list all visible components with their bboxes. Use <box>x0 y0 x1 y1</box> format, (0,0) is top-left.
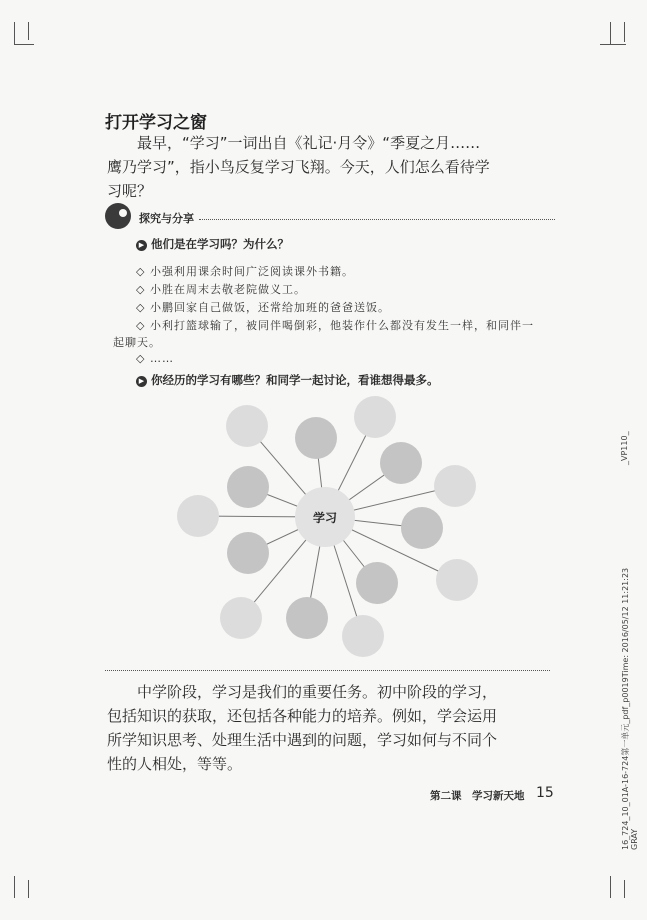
blank-node <box>434 465 476 507</box>
list-item: ◇ 小利打篮球输了，被同伴喝倒彩，他装作什么都没有发生一样，和同伴一 <box>136 319 534 332</box>
list-item-continued: 起聊天。 <box>113 336 161 349</box>
paragraph-line: 性的人相处，等等。 <box>107 755 243 773</box>
blank-node <box>226 405 268 447</box>
lesson-footer: 第二课 学习新天地 <box>430 790 525 802</box>
paragraph-line: 所学知识思考、处理生活中遇到的问题，学习如何与不同个 <box>107 731 498 749</box>
list-item: ◇ …… <box>136 352 174 365</box>
blank-node <box>177 495 219 537</box>
page-number: 15 <box>536 785 554 801</box>
blank-node <box>401 507 443 549</box>
blank-node <box>342 615 384 657</box>
blank-node <box>354 396 396 438</box>
explore-label: 探究与分享 <box>139 212 194 225</box>
blank-node <box>356 562 398 604</box>
blank-node <box>436 559 478 601</box>
print-mode: GRAY <box>630 828 639 850</box>
dotted-divider <box>105 670 550 671</box>
print-code: _VP110_ <box>620 431 629 465</box>
print-file-info: 16_724_10_01A-16-724第一单元_pdf_p0019Time: 2016/05/12 11:21:23 <box>621 567 630 850</box>
play-arrow-icon: ▶ <box>136 240 147 251</box>
paragraph-line: 习呢？ <box>107 182 153 200</box>
blank-node <box>227 466 269 508</box>
play-arrow-icon: ▶ <box>136 376 147 387</box>
paragraph-line: 包括知识的获取，还包括各种能力的培养。例如，学会运用 <box>107 707 498 725</box>
section-title: 打开学习之窗 <box>105 113 207 133</box>
center-node-label: 学习 <box>312 511 338 525</box>
closing-paragraph <box>107 680 497 776</box>
list-item: ◇ 小胜在周末去敬老院做义工。 <box>136 283 306 296</box>
blank-node <box>227 532 269 574</box>
blank-node <box>295 417 337 459</box>
paragraph-line: 鹰乃学习”，指小鸟反复学习飞翔。今天，人们怎么看待学 <box>107 158 490 176</box>
paragraph-line: 中学阶段，学习是我们的重要任务。初中阶段的学习， <box>107 683 498 701</box>
list-item: ◇ 小鹏回家自己做饭，还常给加班的爸爸送饭。 <box>136 301 390 314</box>
question-text: 你经历的学习有哪些？和同学一起讨论，看谁想得最多。 <box>151 373 439 387</box>
paragraph-line: 最早，“学习”一词出自《礼记·月令》“季夏之月…… <box>107 134 481 152</box>
question-text: 他们是在学习吗？为什么？ <box>151 237 289 251</box>
blank-node <box>286 597 328 639</box>
list-item: ◇ 小强利用课余时间广泛阅读课外书籍。 <box>136 265 354 278</box>
blank-node <box>380 442 422 484</box>
blank-node <box>220 597 262 639</box>
